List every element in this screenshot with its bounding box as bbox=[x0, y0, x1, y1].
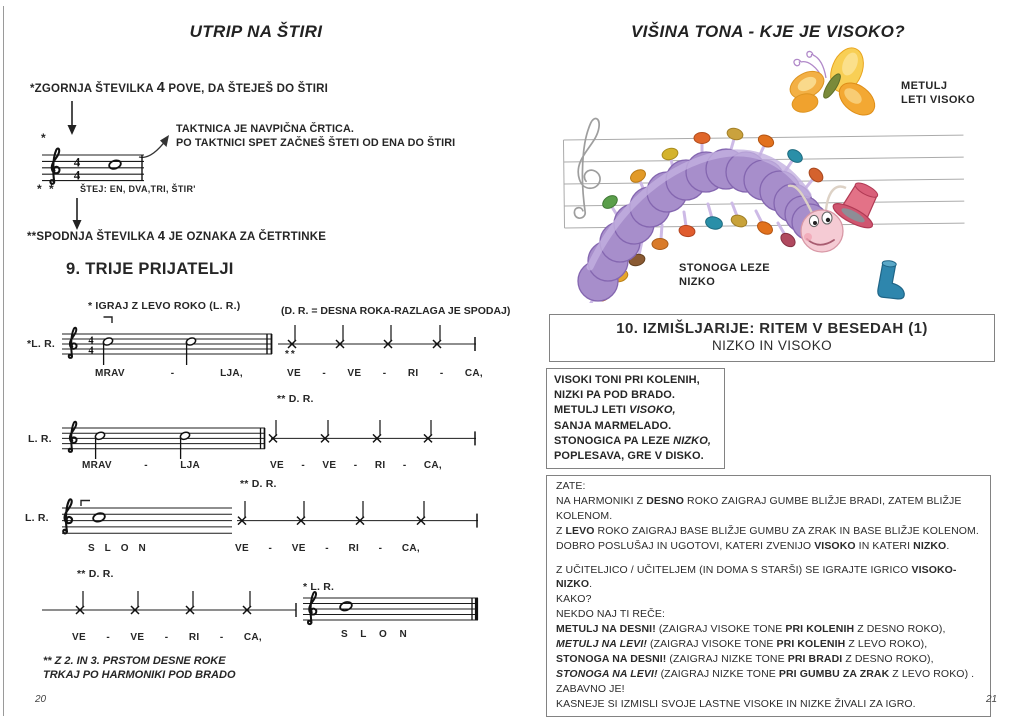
svg-text:4: 4 bbox=[88, 335, 94, 347]
lr-label-2: L. R. bbox=[28, 433, 52, 445]
x-notes bbox=[269, 420, 432, 442]
lyrics-row: VE - VE - RI - CA, bbox=[270, 460, 442, 471]
dr-label-2: ** D. R. bbox=[240, 478, 277, 490]
poem-box bbox=[546, 368, 725, 469]
section-title: 9. TRIJE PRIJATELJI bbox=[66, 260, 234, 278]
half-notes bbox=[94, 431, 190, 459]
star-mark: * bbox=[41, 131, 48, 145]
page-number-left: 20 bbox=[35, 694, 47, 705]
x-notes bbox=[288, 325, 441, 348]
instruction-line: STONOGA NA DESNI! (ZAIGRAJ NIZKE TONE PRI BRADI Z DESNO ROKO), bbox=[556, 652, 934, 665]
whole-note bbox=[92, 512, 106, 523]
phrase-corner-mark bbox=[103, 316, 114, 324]
instruction-line: Z LEVO ROKO ZAIGRAJ BASE BLIŽJE GUMBU ZA ZRAK IN BASE BLIŽJE KOLENOM. bbox=[556, 524, 979, 537]
instruction-line: METULJ NA LEVI! (ZAIGRAJ VISOKE TONE PRI KOLENIH Z LEVO ROKO), bbox=[556, 638, 928, 651]
instruction-line: KAKO? bbox=[556, 593, 592, 606]
lyrics-row: MRAV - LJA bbox=[82, 460, 200, 471]
instruction-line: Z UČITELJICO / UČITELJEM (IN DOMA S STARŠI) SE IGRAJTE IGRICO VISOKO-NIZKO. bbox=[556, 563, 957, 591]
igraj-label: * IGRAJ Z LEVO ROKO (L. R.) bbox=[88, 300, 241, 312]
dr-label-3: ** D. R. bbox=[77, 568, 114, 580]
dr-label-1: ** D. R. bbox=[277, 393, 314, 405]
poem-line: STONOGICA PA LEZE NIZKO, bbox=[554, 434, 712, 447]
section-title-line2: NIZKO IN VISOKO bbox=[711, 338, 833, 353]
instruction-line: KOLENOM. bbox=[556, 509, 613, 522]
svg-text:4: 4 bbox=[73, 167, 81, 183]
caterpillar-caption: STONOGA LEZE NIZKO bbox=[679, 262, 770, 288]
lower-number-note: **SPODNJA ŠTEVILKA 4 JE OZNAKA ZA ČETRTINKE bbox=[27, 228, 327, 243]
double-star-mark: ** bbox=[285, 349, 297, 360]
lyrics-row: S L O N bbox=[341, 629, 407, 640]
instructions-box bbox=[546, 475, 991, 717]
treble-clef-icon bbox=[308, 592, 316, 624]
upper-number-note: *ZGORNJA ŠTEVILKA 4 POVE, DA ŠTEJEŠ DO ŠTIRI bbox=[30, 80, 329, 96]
footnote: ** Z 2. IN 3. PRSTOM DESNE ROKE TRKAJ PO HARMONIKI POD BRADO bbox=[43, 655, 236, 681]
right-page-title: VIŠINA TONA - KJE JE VISOKO? bbox=[630, 22, 906, 41]
barline-explanation: TAKTNICA JE NAVPIČNA ČRTICA. PO TAKTNICI SPET ZAČNEŠ ŠTETI OD ENA DO ŠTIRI bbox=[176, 123, 456, 149]
phrase-corner-mark bbox=[81, 501, 90, 507]
treble-clef-icon bbox=[69, 422, 77, 452]
staff-lines bbox=[303, 598, 478, 620]
instruction-line: ZABAVNO JE! bbox=[556, 682, 625, 695]
lyrics-row: VE - VE - RI - CA, bbox=[287, 368, 483, 379]
double-star-mark: * * bbox=[37, 182, 56, 196]
x-notes bbox=[76, 591, 251, 614]
poem-line: VISOKI TONI PRI KOLENIH, bbox=[554, 374, 700, 386]
instruction-line: DOBRO POSLUŠAJ IN UGOTOVI, KATERI ZVENIJO VISOKO IN KATERI NIZKO. bbox=[556, 539, 950, 552]
treble-clef-icon bbox=[69, 328, 77, 358]
treble-clef-icon bbox=[50, 149, 59, 184]
lr-label-3: L. R. bbox=[25, 512, 49, 524]
butterfly-illustration bbox=[785, 45, 880, 122]
down-arrow-icon bbox=[71, 198, 83, 230]
time-signature bbox=[74, 155, 81, 183]
count-caption: ŠTEJ: EN, DVA,TRI, ŠTIR' bbox=[80, 184, 196, 194]
staff-lines bbox=[62, 508, 232, 533]
page-number-right: 21 bbox=[986, 694, 998, 705]
time-signature bbox=[88, 335, 94, 356]
dr-explanation: (D. R. = DESNA ROKA-RAZLAGA JE SPODAJ) bbox=[281, 305, 511, 317]
section-title-line1: 10. IZMIŠLJARIJE: RITEM V BESEDAH (1) bbox=[616, 320, 928, 337]
butterfly-caption: METULJ LETI VISOKO bbox=[901, 80, 976, 106]
poem-line: NIZKI PA POD BRADO. bbox=[554, 389, 676, 402]
half-notes bbox=[102, 337, 196, 365]
whole-note bbox=[339, 601, 353, 612]
whole-note bbox=[108, 159, 122, 170]
poem-line: POPLESAVA, GRE V DISKO. bbox=[554, 450, 704, 463]
lyrics-row: MRAV - LJA, bbox=[95, 368, 243, 379]
lr-label-4: * L. R. bbox=[303, 581, 335, 593]
left-page-title: UTRIP NA ŠTIRI bbox=[189, 22, 323, 41]
instruction-line: NEKDO NAJ TI REČE: bbox=[556, 608, 665, 621]
music-system-3 bbox=[45, 498, 490, 542]
lr-label-1: *L. R. bbox=[27, 338, 56, 350]
staff-lines bbox=[62, 428, 265, 449]
svg-text:4: 4 bbox=[88, 345, 94, 357]
page-edge-line bbox=[3, 6, 4, 716]
lyrics-row: VE - VE - RI - CA, bbox=[72, 632, 262, 643]
caterpillar-face bbox=[801, 210, 843, 252]
treble-clef-icon bbox=[63, 499, 72, 533]
instruction-line: NA HARMONIKI Z DESNO ROKO ZAIGRAJ GUMBE BLIŽJE BRADI, ZATEM BLIŽJE bbox=[556, 494, 962, 507]
svg-text:4: 4 bbox=[73, 154, 81, 170]
poem-line: METULJ LETI VISOKO, bbox=[554, 404, 676, 417]
poem-line: SANJA MARMELADO. bbox=[554, 419, 672, 432]
section-title-box bbox=[549, 314, 995, 362]
instruction-line: STONOGA NA LEVI! (ZAIGRAJ NIZKE TONE PRI GUMBU ZA ZRAK Z LEVO ROKO) . bbox=[556, 667, 975, 680]
down-arrow-icon bbox=[66, 101, 78, 135]
instruction-line: KASNEJE SI IZMISLI SVOJE LASTNE VISOKE IN NIZKE ŽIVALI ZA IGRO. bbox=[556, 697, 916, 710]
lyrics-row: S L O N bbox=[88, 543, 146, 554]
instruction-line: METULJ NA DESNI! (ZAIGRAJ VISOKE TONE PRI KOLENIH Z DESNO ROKO), bbox=[556, 623, 946, 636]
paragraph-gap bbox=[556, 554, 981, 563]
lyrics-row: VE - VE - RI - CA, bbox=[235, 543, 420, 554]
blue-boot bbox=[877, 260, 907, 300]
pencil-treble-clef-icon bbox=[574, 119, 600, 219]
instruction-line: ZATE: bbox=[556, 480, 586, 492]
